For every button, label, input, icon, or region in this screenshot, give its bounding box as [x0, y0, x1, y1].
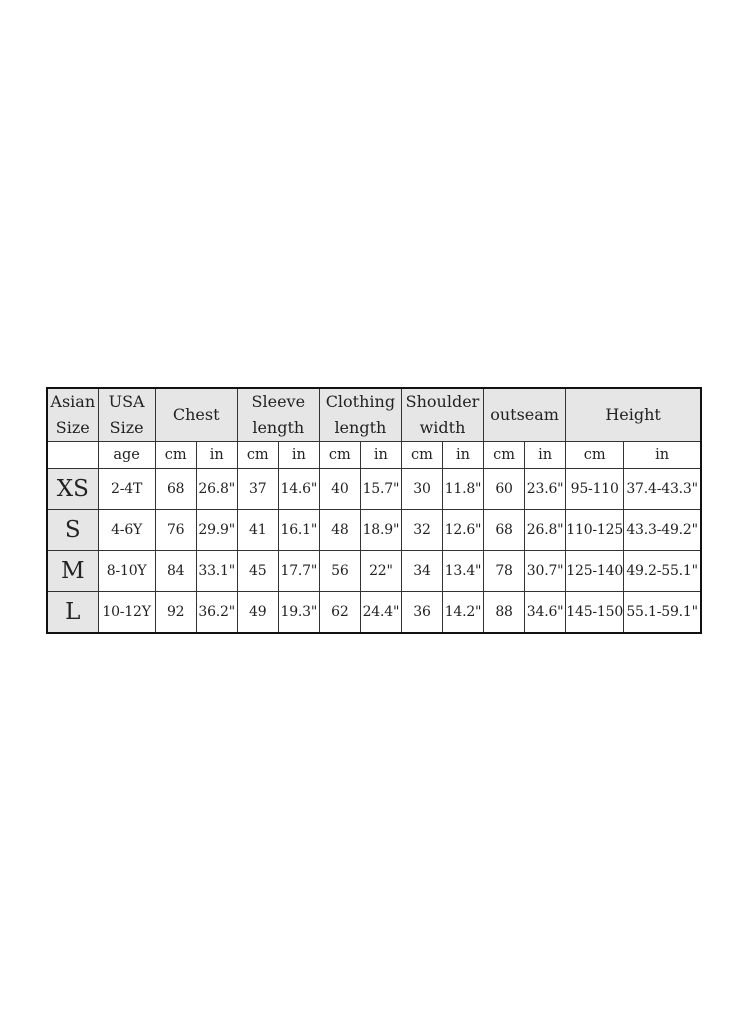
outseam-cm-cell: 68 [484, 510, 525, 551]
height-header: Height [566, 388, 701, 442]
shoulder-cm-cell: 30 [401, 469, 442, 510]
sleeve-cm-subheader: cm [237, 442, 278, 469]
chest-cm-cell: 76 [155, 510, 196, 551]
outseam-cm-cell: 78 [484, 551, 525, 592]
sleeve-in-cell: 16.1" [278, 510, 319, 551]
chest-cm-cell: 84 [155, 551, 196, 592]
sleeve-in-subheader: in [278, 442, 319, 469]
empty-cell [47, 442, 98, 469]
age-subheader: age [98, 442, 155, 469]
outseam-cm-subheader: cm [484, 442, 525, 469]
length-in-cell: 18.9" [360, 510, 401, 551]
chest-in-cell: 29.9" [196, 510, 237, 551]
usa-size-cell: 4-6Y [98, 510, 155, 551]
length-in-cell: 15.7" [360, 469, 401, 510]
shoulder-in-cell: 14.2" [442, 592, 483, 634]
length-in-subheader: in [360, 442, 401, 469]
chest-in-cell: 26.8" [196, 469, 237, 510]
size-label: M [47, 551, 98, 592]
chest-in-cell: 33.1" [196, 551, 237, 592]
length-cm-cell: 48 [319, 510, 360, 551]
outseam-cm-cell: 88 [484, 592, 525, 634]
clothing-length-header: Clothing length [319, 388, 401, 442]
length-cm-cell: 56 [319, 551, 360, 592]
sleeve-in-cell: 14.6" [278, 469, 319, 510]
sleeve-cm-cell: 37 [237, 469, 278, 510]
sleeve-cm-cell: 45 [237, 551, 278, 592]
height-in-cell: 37.4-43.3" [624, 469, 701, 510]
height-cm-subheader: cm [566, 442, 624, 469]
chest-cm-subheader: cm [155, 442, 196, 469]
chest-header: Chest [155, 388, 237, 442]
length-in-cell: 24.4" [360, 592, 401, 634]
size-label: L [47, 592, 98, 634]
header-row [47, 388, 701, 442]
table-row [47, 469, 701, 510]
length-in-cell: 22" [360, 551, 401, 592]
shoulder-cm-subheader: cm [401, 442, 442, 469]
chest-in-cell: 36.2" [196, 592, 237, 634]
outseam-in-cell: 34.6" [525, 592, 566, 634]
shoulder-width-header: Shoulder width [401, 388, 483, 442]
height-cm-cell: 145-150 [566, 592, 624, 634]
height-in-subheader: in [624, 442, 701, 469]
sleeve-cm-cell: 49 [237, 592, 278, 634]
unit-row [47, 442, 701, 469]
usa-size-cell: 2-4T [98, 469, 155, 510]
size-label: S [47, 510, 98, 551]
length-cm-cell: 62 [319, 592, 360, 634]
height-cm-cell: 95-110 [566, 469, 624, 510]
outseam-header: outseam [484, 388, 566, 442]
height-in-cell: 49.2-55.1" [624, 551, 701, 592]
sleeve-in-cell: 17.7" [278, 551, 319, 592]
outseam-cm-cell: 60 [484, 469, 525, 510]
outseam-in-cell: 23.6" [525, 469, 566, 510]
height-cm-cell: 125-140 [566, 551, 624, 592]
height-in-cell: 43.3-49.2" [624, 510, 701, 551]
usa-size-header: USA Size [98, 388, 155, 442]
sleeve-cm-cell: 41 [237, 510, 278, 551]
outseam-in-subheader: in [525, 442, 566, 469]
table-row [47, 510, 701, 551]
size-label: XS [47, 469, 98, 510]
shoulder-in-cell: 11.8" [442, 469, 483, 510]
length-cm-cell: 40 [319, 469, 360, 510]
shoulder-in-cell: 13.4" [442, 551, 483, 592]
chest-cm-cell: 68 [155, 469, 196, 510]
shoulder-in-cell: 12.6" [442, 510, 483, 551]
outseam-in-cell: 30.7" [525, 551, 566, 592]
length-cm-subheader: cm [319, 442, 360, 469]
height-in-cell: 55.1-59.1" [624, 592, 701, 634]
usa-size-cell: 10-12Y [98, 592, 155, 634]
outseam-in-cell: 26.8" [525, 510, 566, 551]
chest-cm-cell: 92 [155, 592, 196, 634]
chest-in-subheader: in [196, 442, 237, 469]
shoulder-cm-cell: 36 [401, 592, 442, 634]
shoulder-cm-cell: 32 [401, 510, 442, 551]
sleeve-length-header: Sleeve length [237, 388, 319, 442]
table-row [47, 592, 701, 634]
table-row [47, 551, 701, 592]
size-chart-table [46, 387, 702, 634]
shoulder-cm-cell: 34 [401, 551, 442, 592]
shoulder-in-subheader: in [442, 442, 483, 469]
usa-size-cell: 8-10Y [98, 551, 155, 592]
height-cm-cell: 110-125 [566, 510, 624, 551]
asian-size-header: Asian Size [47, 388, 98, 442]
sleeve-in-cell: 19.3" [278, 592, 319, 634]
